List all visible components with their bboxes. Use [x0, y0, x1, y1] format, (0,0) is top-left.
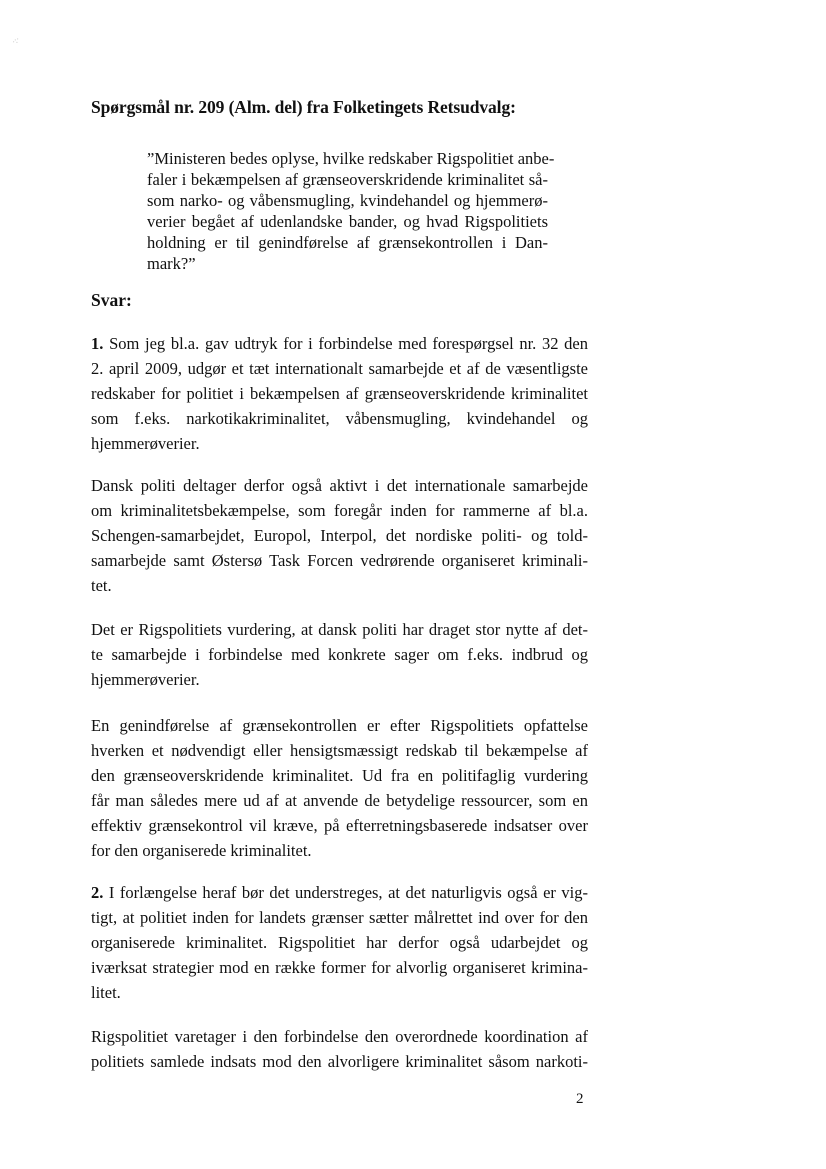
answer-paragraph-3 — [91, 617, 588, 692]
answer-paragraph-5 — [91, 880, 588, 1005]
paragraph-line: organiserede kriminalitet. Rigspolitiet har derfor også udarbejdet og — [91, 933, 588, 952]
paragraph-line: politiets samlede indsats mod den alvorligere kriminalitet såsom narkoti- — [91, 1052, 588, 1071]
paragraph-line: Schengen-samarbejdet, Europol, Interpol, det nordiske politi- og told- — [91, 526, 588, 545]
paragraph-line: te samarbejde i forbindelse med konkrete sager om f.eks. indbrud og — [91, 645, 588, 664]
paragraph-line: redskaber for politiet i bekæmpelsen af grænseoverskridende kriminalitet — [91, 384, 588, 403]
question-quote — [147, 148, 555, 274]
paragraph-line: iværksat strategier mod en række former for alvorlig organiseret krimina- — [91, 958, 588, 977]
paragraph-line-text: I forlængelse heraf bør det understreges, at det naturligvis også er vig- — [108, 883, 589, 902]
paragraph-line: den grænseoverskridende kriminalitet. Ud fra en politifaglig vurdering — [91, 766, 588, 785]
paragraph-line: 2. april 2009, udgør et tæt internationalt samarbejde et af de væsentligste — [91, 359, 588, 378]
answer-label: Svar: — [91, 290, 132, 310]
paragraph-line: får man således mere ud af at anvende de betydelige ressourcer, som en — [91, 791, 588, 810]
paragraph-line: hverken et nødvendigt eller hensigtsmæssigt redskab til bekæmpelse af — [91, 741, 588, 760]
paragraph-line: for den organiserede kriminalitet. — [91, 841, 312, 860]
paragraph-line: som f.eks. narkotikakriminalitet, våbensmugling, kvindehandel og — [91, 409, 588, 428]
answer-paragraph-4 — [91, 713, 588, 863]
question-line: som narko- og våbensmugling, kvindehandel og hjemmerø- — [147, 191, 548, 210]
paragraph-line: tet. — [91, 576, 112, 595]
answer-paragraph-2 — [91, 473, 588, 598]
document-heading: Spørgsmål nr. 209 (Alm. del) fra Folketingets Retsudvalg: — [91, 97, 516, 117]
paragraph-line: effektiv grænsekontrol vil kræve, på efterretningsbaserede indsatser over — [91, 816, 588, 835]
question-line: verier begået af udenlandske bander, og hvad Rigspolitiets — [147, 212, 548, 231]
question-line: mark?” — [147, 254, 196, 273]
scan-speck-mark: ·:· — [10, 34, 22, 47]
paragraph-number: 1. — [91, 334, 104, 353]
paragraph-line: om kriminalitetsbekæmpelse, som foregår inden for rammerne af bl.a. — [91, 501, 588, 520]
question-line: holdning er til genindførelse af grænsekontrollen i Dan- — [147, 233, 548, 252]
paragraph-number: 2. — [91, 883, 104, 902]
paragraph-line — [91, 880, 588, 905]
paragraph-line: tigt, at politiet inden for landets grænser sætter målrettet ind over for den — [91, 908, 588, 927]
paragraph-line: Det er Rigspolitiets vurdering, at dansk politi har draget stor nytte af det- — [91, 620, 588, 639]
paragraph-line — [91, 331, 588, 356]
question-line: ”Ministeren bedes oplyse, hvilke redskaber Rigspolitiet anbe- — [147, 149, 555, 168]
answer-paragraph-6 — [91, 1024, 588, 1074]
answer-paragraph-1 — [91, 331, 588, 456]
page-number: 2 — [576, 1091, 584, 1107]
paragraph-line-text: Som jeg bl.a. gav udtryk for i forbindelse med forespørgsel nr. 32 den — [109, 334, 588, 353]
paragraph-line: hjemmerøverier. — [91, 670, 200, 689]
paragraph-line: Dansk politi deltager derfor også aktivt i det internationale samarbejde — [91, 476, 588, 495]
paragraph-line: Rigspolitiet varetager i den forbindelse den overordnede koordination af — [91, 1027, 588, 1046]
question-line: faler i bekæmpelsen af grænseoverskridende kriminalitet så- — [147, 170, 548, 189]
paragraph-line: samarbejde samt Østersø Task Forcen vedrørende organiseret kriminali- — [91, 551, 588, 570]
paragraph-line: litet. — [91, 983, 121, 1002]
paragraph-line: En genindførelse af grænsekontrollen er efter Rigspolitiets opfattelse — [91, 716, 588, 735]
paragraph-line: hjemmerøverier. — [91, 434, 200, 453]
